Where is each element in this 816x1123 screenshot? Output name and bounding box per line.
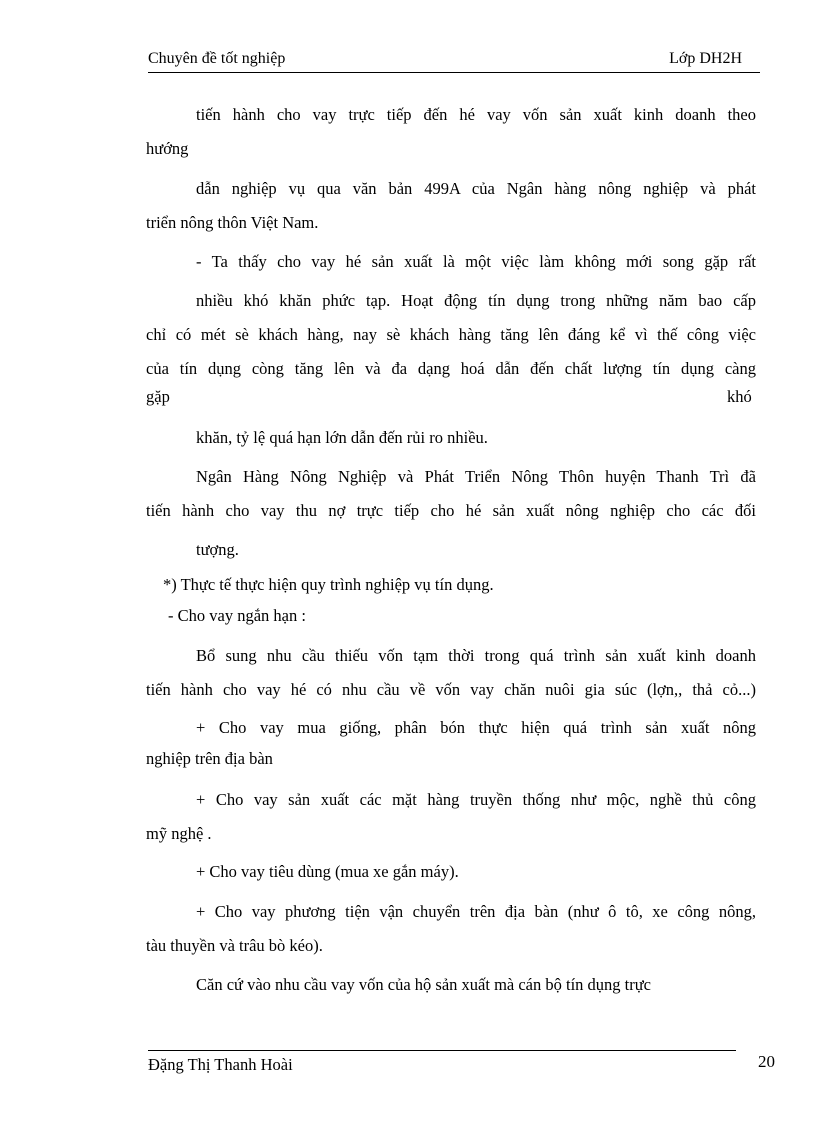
text-line: hướng: [146, 139, 189, 158]
page-header: [148, 50, 760, 73]
text-line: Căn cứ vào nhu cầu vay vốn của hộ sản xuất mà cán bộ tín dụng trực: [196, 975, 652, 994]
text-line: dẫn nghiệp vụ qua văn bản 499A của Ngân hàng nông nghiệp và phát: [196, 179, 756, 198]
text-line: tượng.: [196, 540, 239, 559]
text-line: khăn, tỷ lệ quá hạn lớn dẫn đến rủi ro nhiều.: [196, 428, 488, 447]
text-line: triển nông thôn Việt Nam.: [146, 213, 319, 232]
text-line: - Cho vay ngắn hạn :: [168, 606, 306, 625]
footer-author: Đặng Thị Thanh Hoài: [148, 1055, 293, 1074]
header-class: Lớp DH2H: [669, 50, 742, 67]
text-line: + Cho vay phương tiện vận chuyển trên địa bàn (như ô tô, xe công nông,: [196, 902, 756, 921]
text-line: + Cho vay mua giống, phân bón thực hiện quá trình sản xuất nông: [196, 718, 756, 737]
text-line: mỹ nghệ .: [146, 824, 212, 843]
text-line: + Cho vay tiêu dùng (mua xe gắn máy).: [196, 862, 459, 881]
text-line: của tín dụng còng tăng lên và đa dạng hoá dẫn đến chất lượng tín dụng càng: [146, 359, 756, 378]
footer-rule: [148, 1050, 736, 1051]
text-line: chỉ có mét sè khách hàng, nay sè khách hàng tăng lên đáng kể vì thế công việc: [146, 325, 756, 344]
text-line: - Ta thấy cho vay hé sản xuất là một việc làm không mới song gặp rất: [196, 252, 756, 271]
header-title: Chuyên đề tốt nghiệp: [148, 50, 286, 67]
text-line: + Cho vay sản xuất các mặt hàng truyền thống như mộc, nghề thủ công: [196, 790, 756, 809]
text-line: khó: [727, 387, 752, 406]
text-line: tiến hành cho vay trực tiếp đến hé vay vốn sản xuất kinh doanh theo: [196, 105, 756, 124]
text-line: Bổ sung nhu cầu thiếu vốn tạm thời trong quá trình sản xuất kinh doanh: [196, 646, 756, 665]
text-line: Ngân Hàng Nông Nghiệp và Phát Triển Nông Thôn huyện Thanh Trì đã: [196, 467, 756, 486]
page-number: 20: [758, 1052, 775, 1071]
text-line: nghiệp trên địa bàn: [146, 749, 273, 768]
text-line: tàu thuyền và trâu bò kéo).: [146, 936, 323, 955]
text-line: tiến hành cho vay hé có nhu cầu về vốn vay chăn nuôi gia súc (lợn,, thả cỏ...): [146, 680, 756, 699]
text-line: tiến hành cho vay thu nợ trực tiếp cho hé sản xuất nông nghiệp cho các đối: [146, 501, 756, 520]
text-line: gặp: [146, 387, 170, 406]
text-line: nhiều khó khăn phức tạp. Hoạt động tín dụng trong những năm bao cấp: [196, 291, 756, 310]
text-line: *) Thực tế thực hiện quy trình nghiệp vụ tín dụng.: [163, 575, 494, 594]
